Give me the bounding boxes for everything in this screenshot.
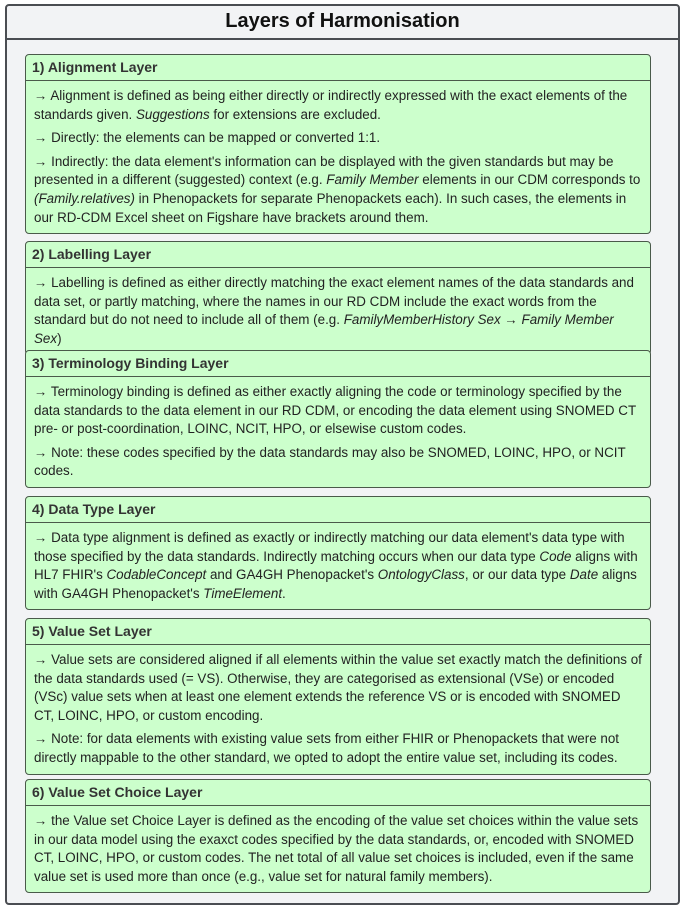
italic-term: Code <box>539 548 572 564</box>
italic-term: OntologyClass <box>377 567 465 583</box>
italic-term: Date <box>569 567 599 583</box>
text-segment: → the Value set Choice Layer is defined as the encoding of the value set choices within the value sets in our data model using the exaxct codes specified by the data standards, or, encoded with SNOMED CT, LOINC, HPO, or custom codes. The net total of all value set choices is included, even if the same value set is used more than once (e.g., value set for natural family members). <box>34 813 639 884</box>
text-segment: → Value sets are considered aligned if all elements within the value set exactly match the definitions of the data standards used (= VS). Otherwise, they are categorised as extensional (VSe) or encoded (VSc) value sets when at least one element extends the reference VS or is encoded with SNOMED CT, LOINC, HPO, or custom encoding. <box>34 652 642 723</box>
layer-paragraph <box>34 730 642 767</box>
layer-box-terminology-binding <box>25 350 651 488</box>
layer-body <box>26 645 650 774</box>
layer-body <box>26 377 650 487</box>
italic-term: Suggestions <box>135 106 210 122</box>
italic-term: FamilyMemberHistory Sex → Family Member Sex <box>34 312 614 346</box>
italic-term: CodableConcept <box>106 567 207 583</box>
text-segment: → Directly: the elements can be mapped or converted 1:1. <box>34 130 381 146</box>
layer-paragraph <box>34 274 642 348</box>
layer-paragraph <box>34 153 642 227</box>
text-segment: and GA4GH Phenopacket's <box>206 567 378 583</box>
layer-paragraph <box>34 383 642 439</box>
italic-term: TimeElement <box>203 585 283 601</box>
layer-box-value-set <box>25 618 651 775</box>
text-segment: elements in our CDM corresponds to <box>418 172 641 188</box>
layer-box-data-type <box>25 496 651 610</box>
italic-term: Family Member <box>326 172 419 188</box>
text-segment: , or our data type <box>464 567 570 583</box>
text-segment: → Terminology binding is defined as either exactly aligning the code or terminology specified by the data standards to the data element in our RD CDM, or encoding the data element using SNOMED CT pre- or post-coordination, LOINC, NCIT, HPO, or elsewise custom codes. <box>34 384 636 437</box>
layer-heading: 3) Terminology Binding Layer <box>26 351 650 377</box>
layer-paragraph <box>34 529 642 603</box>
layer-heading: 6) Value Set Choice Layer <box>26 780 650 806</box>
text-segment: → Alignment is defined as being either directly or indirectly expressed with the exact elements of the standards given. <box>34 88 628 122</box>
layer-body <box>26 523 650 609</box>
layer-body <box>26 268 650 354</box>
layer-paragraph <box>34 129 642 148</box>
layer-box-alignment <box>25 54 651 234</box>
layer-paragraph <box>34 87 642 124</box>
layer-paragraph <box>34 444 642 481</box>
text-segment: . <box>282 585 286 601</box>
layer-body <box>26 806 650 892</box>
text-segment: for extensions are excluded. <box>209 106 381 122</box>
layer-body <box>26 81 650 233</box>
layer-heading: 2) Labelling Layer <box>26 242 650 268</box>
text-segment: ) <box>57 330 62 346</box>
layer-paragraph <box>34 812 642 886</box>
text-segment: → Indirectly: the data element's information can be displayed with the given standards but may be presented in a different (suggested) context (e.g. <box>34 153 614 188</box>
text-segment: aligns with GA4GH Phenopacket's <box>34 567 637 601</box>
text-segment: → Note: for data elements with existing value sets from either FHIR or Phenopackets that were not directly mappable to the other standard, we opted to adopt the entire value set, including its codes. <box>34 731 619 765</box>
page-title: Layers of Harmonisation <box>7 6 678 40</box>
layer-heading: 4) Data Type Layer <box>26 497 650 523</box>
layer-heading: 1) Alignment Layer <box>26 55 650 81</box>
layer-box-value-set-choice <box>25 779 651 893</box>
layer-box-labelling <box>25 241 651 355</box>
text-segment: → Labelling is defined as either directly matching the exact element names of the data standards and data set, or partly matching, where the names in our RD CDM include the exact words from the standard but do not need to include all of them (e.g. <box>34 275 634 328</box>
text-segment: aligns with HL7 FHIR's <box>34 548 638 583</box>
italic-term: (Family.relatives) <box>34 190 135 206</box>
text-segment: in Phenopackets for separate Phenopackets each). In such cases, the elements in our RD-CDM Excel sheet on Figshare have brackets around them. <box>34 190 627 225</box>
text-segment: → Data type alignment is defined as exactly or indirectly matching our data element's data type with those specified by the data standards. Indirectly matching occurs when our data type <box>34 530 625 564</box>
layer-paragraph <box>34 651 642 725</box>
text-segment: → Note: these codes specified by the data standards may also be SNOMED, LOINC, HPO, or NCIT codes. <box>34 444 626 479</box>
layer-heading: 5) Value Set Layer <box>26 619 650 645</box>
